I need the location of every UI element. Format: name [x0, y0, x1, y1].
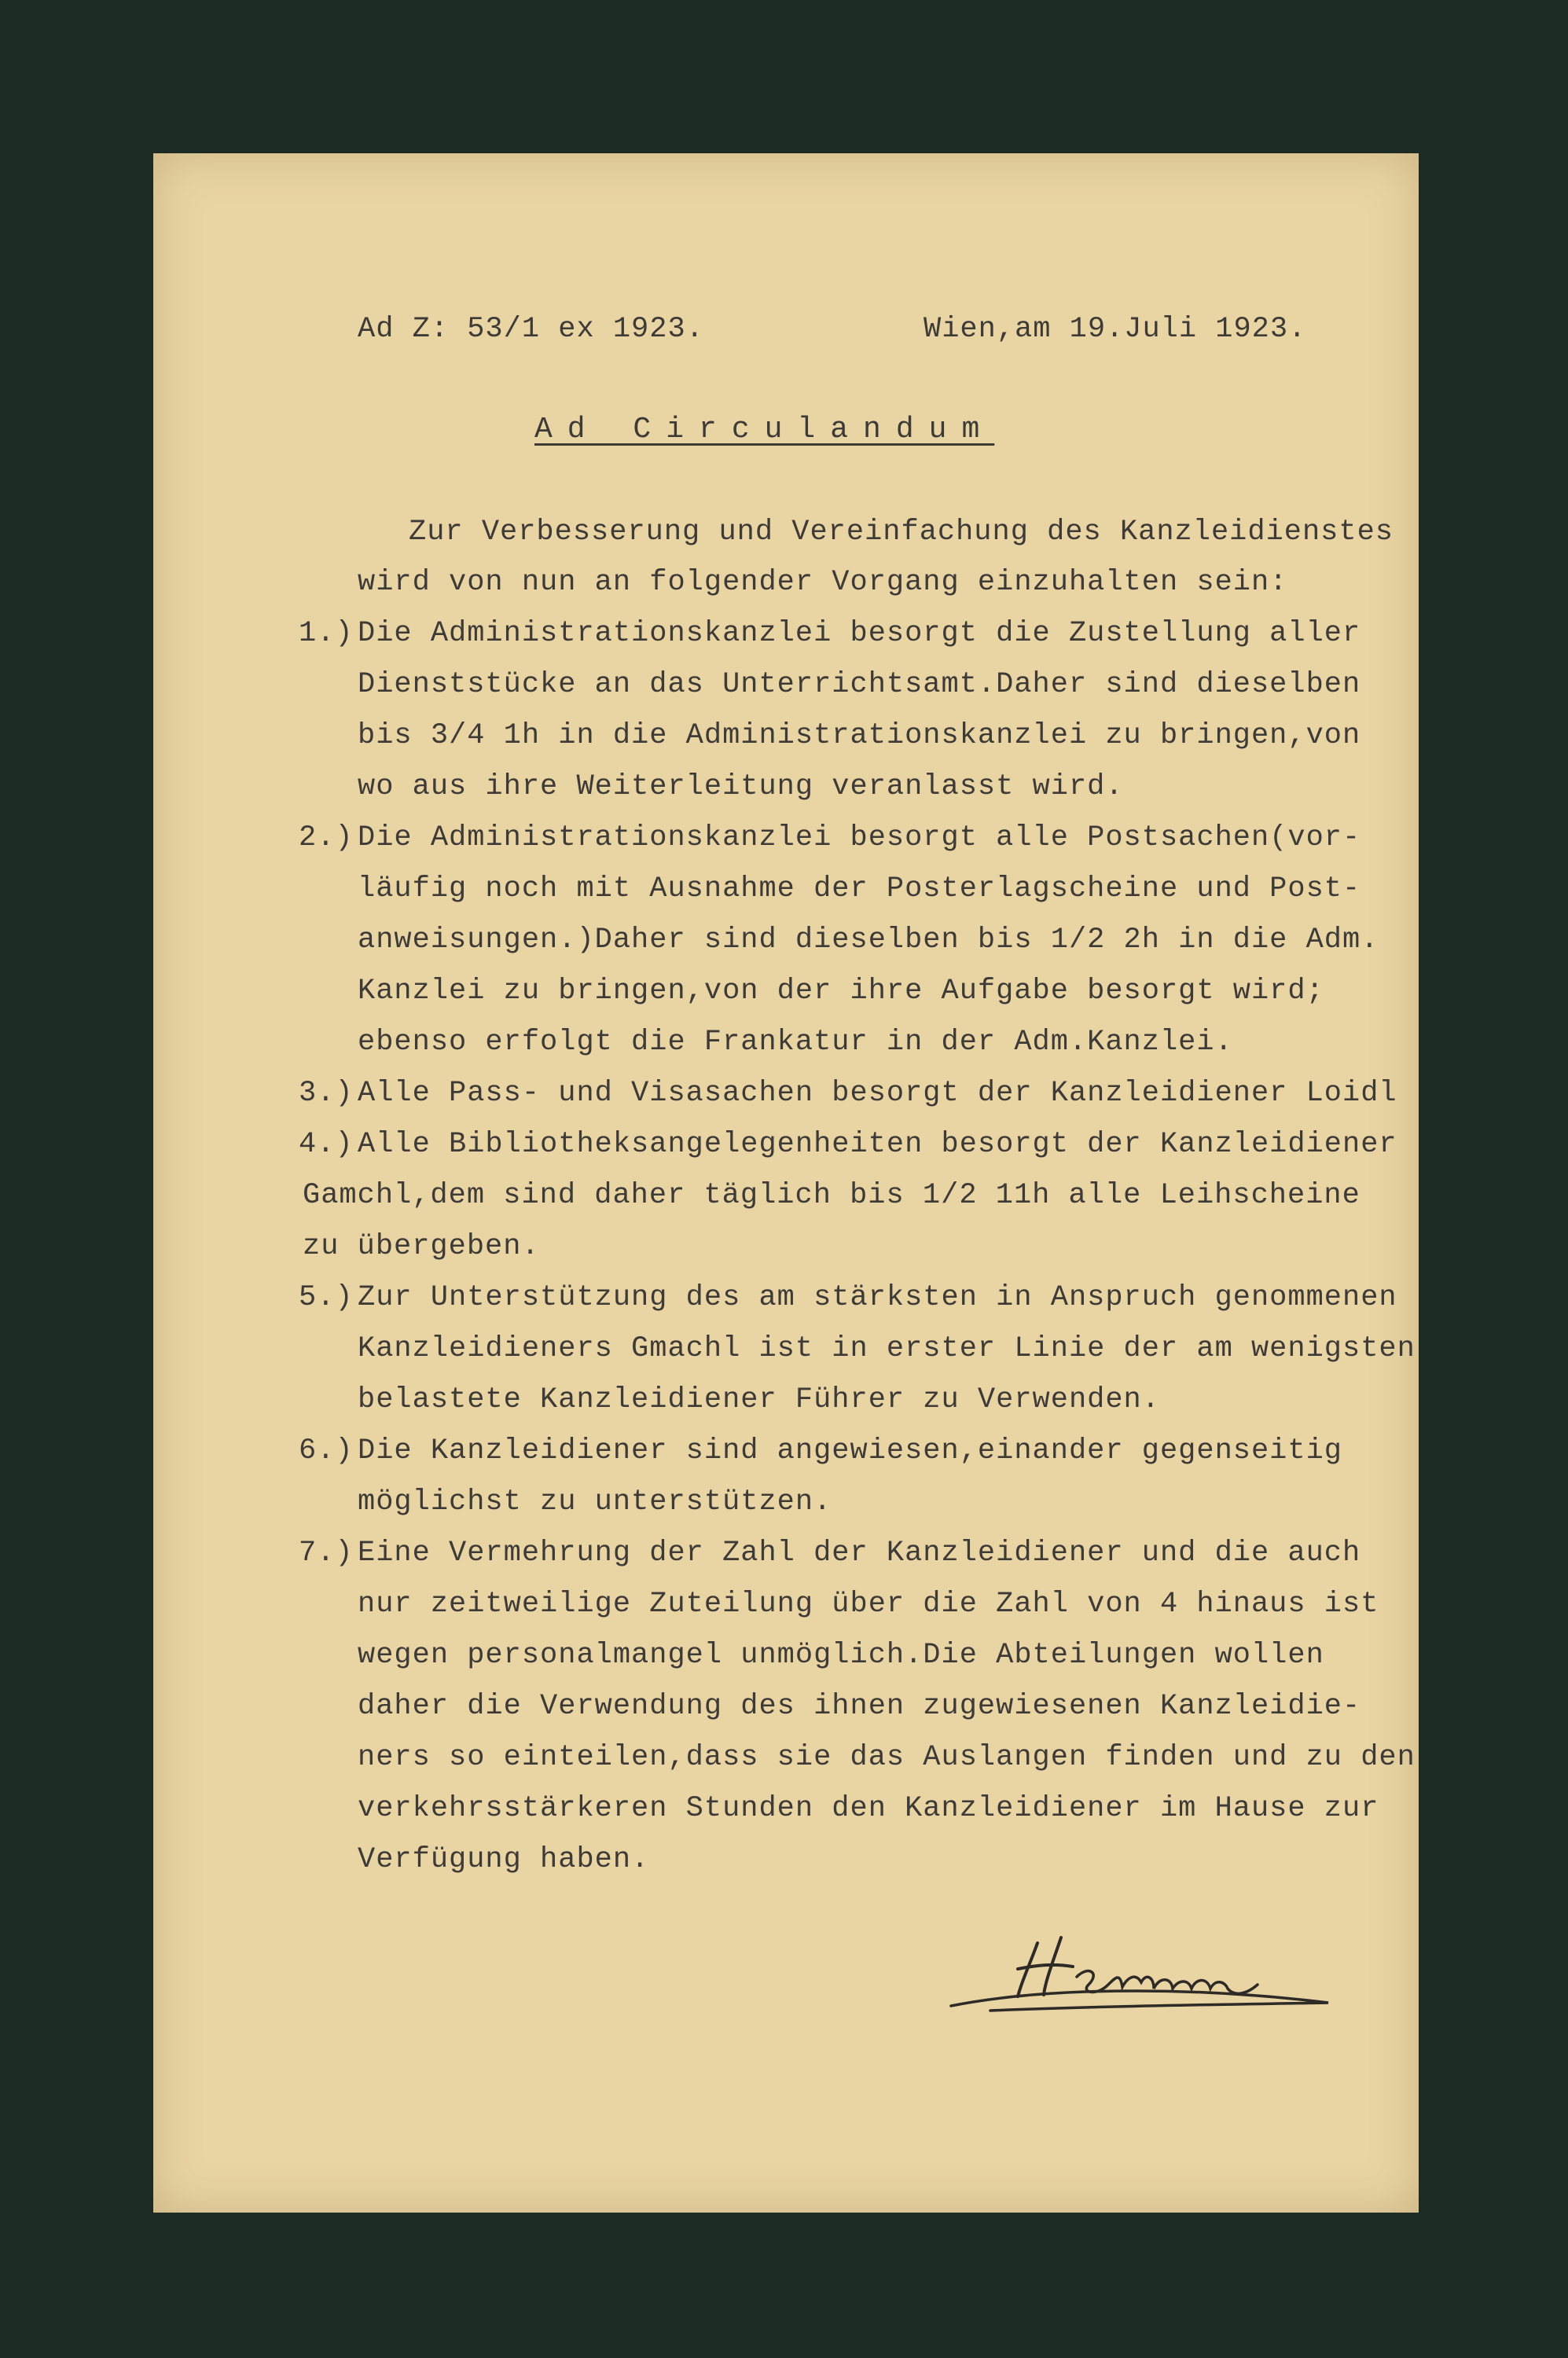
intro-line-1: Zur Verbesserung und Vereinfachung des Kanzleidienstes — [409, 516, 1394, 549]
place-and-date: Wien,am 19.Juli 1923. — [924, 313, 1307, 346]
item-2-number: 2.) — [299, 821, 354, 854]
item-5-line-1: Zur Unterstützung des am stärksten in Anspruch genommenen — [358, 1281, 1397, 1314]
item-4-line-3: zu übergeben. — [303, 1230, 540, 1263]
item-2-line-1: Die Administrationskanzlei besorgt alle Postsachen(vor- — [358, 821, 1361, 854]
item-7-line-4: daher die Verwendung des ihnen zugewiesenen Kanzleidie- — [358, 1690, 1361, 1723]
document-title: Ad Circulandum — [534, 413, 995, 446]
intro-line-2: wird von nun an folgender Vorgang einzuhalten sein: — [358, 566, 1288, 599]
item-2-line-5: ebenso erfolgt die Frankatur in der Adm.Kanzlei. — [358, 1026, 1233, 1059]
item-5-line-3: belastete Kanzleidiener Führer zu Verwenden. — [358, 1383, 1160, 1416]
item-6-number: 6.) — [299, 1434, 354, 1467]
item-6-line-2: möglichst zu unterstützen. — [358, 1486, 832, 1519]
item-1-number: 1.) — [299, 617, 354, 650]
item-5-line-2: Kanzleidieners Gmachl ist in erster Linie der am wenigsten — [358, 1332, 1416, 1365]
item-3-number: 3.) — [299, 1077, 354, 1110]
item-7-line-3: wegen personalmangel unmöglich.Die Abteilungen wollen — [358, 1639, 1324, 1672]
item-1-line-4: wo aus ihre Weiterleitung veranlasst wird. — [358, 770, 1124, 803]
item-2-line-3: anweisungen.)Daher sind dieselben bis 1/2 2h in die Adm. — [358, 924, 1379, 957]
item-2-line-2: läufig noch mit Ausnahme der Posterlagscheine und Post- — [358, 872, 1361, 905]
item-4-number: 4.) — [299, 1128, 354, 1161]
reference-number: Ad Z: 53/1 ex 1923. — [358, 313, 704, 346]
item-1-line-2: Dienststücke an das Unterrichtsamt.Daher sind dieselben — [358, 668, 1361, 701]
item-4-line-1: Alle Bibliotheksangelegenheiten besorgt der Kanzleidiener — [358, 1128, 1397, 1161]
item-7-line-6: verkehrsstärkeren Stunden den Kanzleidiener im Hause zur — [358, 1792, 1379, 1825]
item-1-line-3: bis 3/4 1h in die Administrationskanzlei zu bringen,von — [358, 719, 1361, 752]
item-7-line-2: nur zeitweilige Zuteilung über die Zahl von 4 hinaus ist — [358, 1588, 1379, 1621]
handwritten-signature — [943, 1910, 1336, 2020]
item-6-line-1: Die Kanzleidiener sind angewiesen,einander gegenseitig — [358, 1434, 1342, 1467]
item-7-line-5: ners so einteilen,dass sie das Auslangen finden und zu den — [358, 1741, 1416, 1774]
item-3-line-1: Alle Pass- und Visasachen besorgt der Kanzleidiener Loidl — [358, 1077, 1397, 1110]
item-7-line-7: Verfügung haben. — [358, 1843, 650, 1876]
item-2-line-4: Kanzlei zu bringen,von der ihre Aufgabe besorgt wird; — [358, 975, 1324, 1008]
item-7-line-1: Eine Vermehrung der Zahl der Kanzleidiener und die auch — [358, 1537, 1361, 1570]
item-4-line-2: Gamchl,dem sind daher täglich bis 1/2 11h alle Leihscheine — [303, 1179, 1361, 1212]
item-1-line-1: Die Administrationskanzlei besorgt die Zustellung aller — [358, 617, 1361, 650]
item-7-number: 7.) — [299, 1537, 354, 1570]
item-5-number: 5.) — [299, 1281, 354, 1314]
